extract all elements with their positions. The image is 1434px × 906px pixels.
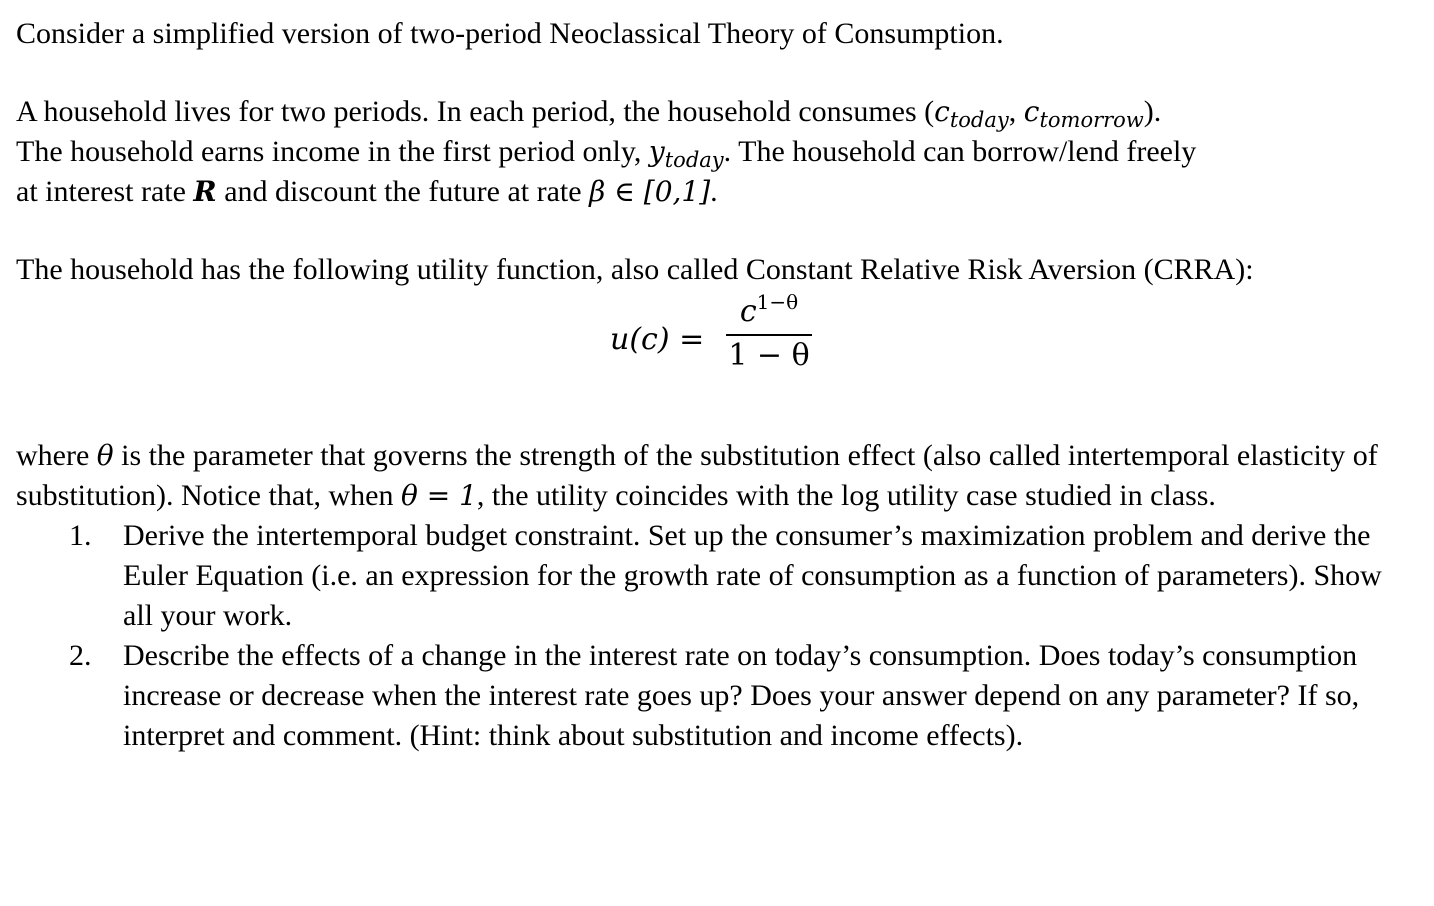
c-tomorrow-symbol: $c_{tomorrow}$ xyxy=(1023,95,1144,132)
spacer xyxy=(16,400,1416,436)
theta-paragraph: where θ is the parameter that governs the strength of the substitution effect (also called intertemporal elasticity of substitution). Notice that, when θ = 1, the utility coincides with the log utility case studied in class. xyxy=(16,439,1378,512)
theta-equals-one: θ = 1 xyxy=(400,479,477,512)
list-item xyxy=(16,636,1416,756)
question-number: 2. xyxy=(69,639,92,672)
formula-lhs: u(c) = xyxy=(610,322,705,357)
document-body xyxy=(16,14,1416,756)
intro-paragraph: Consider a simplified version of two-period Neoclassical Theory of Consumption. xyxy=(16,17,1004,50)
household-paragraph: A household lives for two periods. In each period, the household consumes ($c_{today}$, $c_{tomorrow}$). The household earns income in the first period only, $y_{today}$. The household can borrow/lend freely at interest rate R and discount the future at rate β ∈ [0,1]. xyxy=(16,95,1197,208)
question-text: Derive the intertemporal budget constraint. Set up the consumer’s maximization problem and derive the Euler Equation (i.e. an expression for the growth rate of consumption as a function of parameters). Show all your work. xyxy=(123,519,1382,632)
formula-numerator: $c^{1-\theta}$ xyxy=(739,290,799,329)
c-today-symbol: $c_{today}$ xyxy=(934,95,1009,132)
beta-range: β ∈ [0,1] xyxy=(589,175,711,208)
crra-formula xyxy=(16,290,1416,400)
theta-symbol: θ xyxy=(96,439,114,472)
list-item xyxy=(16,516,1416,636)
spacer xyxy=(16,54,1416,92)
question-number: 1. xyxy=(69,519,92,552)
y-today-symbol: $y_{today}$ xyxy=(648,135,724,172)
question-text: Describe the effects of a change in the interest rate on today’s consumption. Does today’s consumption increase or decrease when the interest rate goes up? Does your answer depend on any parameter? If so, interpret and comment. (Hint: think about substitution and income effects). xyxy=(123,639,1360,752)
formula-denominator: 1 − θ xyxy=(728,338,810,373)
formula-fraction xyxy=(726,290,812,376)
question-list xyxy=(16,516,1416,756)
utility-paragraph: The household has the following utility function, also called Constant Relative Risk Aversion (CRRA): xyxy=(16,253,1254,286)
spacer xyxy=(16,212,1416,250)
interest-rate-symbol: R xyxy=(193,175,217,208)
